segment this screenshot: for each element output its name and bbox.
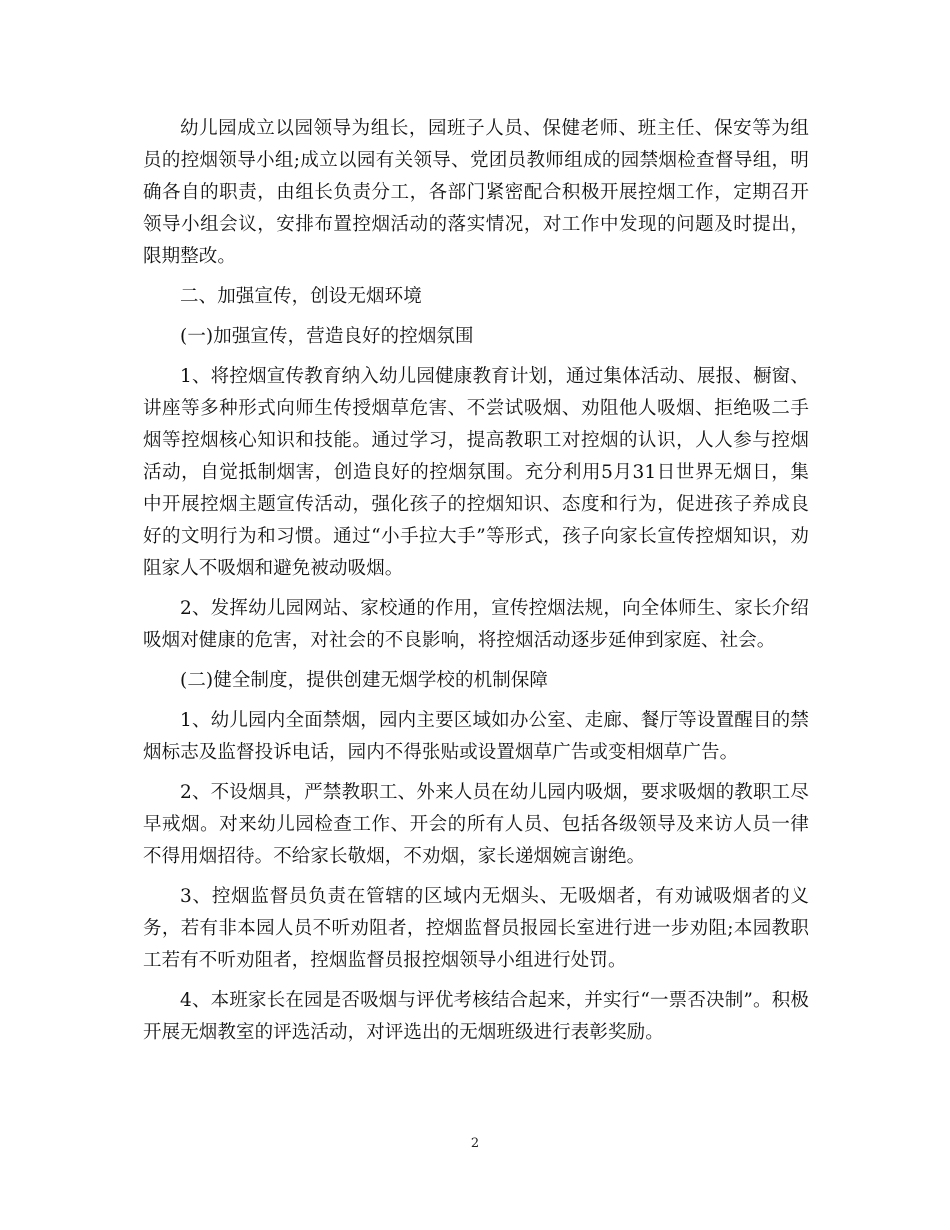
paragraph-education-plan: 1、将控烟宣传教育纳入幼儿园健康教育计划，通过集体活动、展报、橱窗、讲座等多种形式向师生传授烟草危害、不尝试吸烟、劝阻他人吸烟、拒绝吸二手烟等控烟核心知识和技能。通过学习，提高教职工对控烟的认识，人人参与控烟活动，自觉抵制烟害，创造良好的控烟氛围。充分利用5月31日世界无烟日，集中开展控烟主题宣传活动，强化孩子的控烟知识、态度和行为，促进孩子养成良好的文明行为和习惯。通过“小手拉大手”等形式，孩子向家长宣传控烟知识，劝阻家人不吸烟和避免被动吸烟。: [143, 366, 809, 579]
paragraph-full-smoking-ban: 1、幼儿园内全面禁烟，园内主要区域如办公室、走廊、餐厅等设置醒目的禁烟标志及监督投诉电话，园内不得张贴或设置烟草广告或变相烟草广告。: [143, 710, 809, 763]
paragraph-website-role: 2、发挥幼儿园网站、家校通的作用，宣传控烟法规，向全体师生、家长介绍吸烟对健康的危害，对社会的不良影响，将控烟活动逐步延伸到家庭、社会。: [143, 598, 809, 651]
page-number: 2: [470, 1136, 480, 1151]
subheading-publicity-atmosphere: (一)加强宣传，营造良好的控烟氛围: [180, 326, 474, 347]
document-body: [143, 113, 809, 1057]
subheading-system-guarantee: (二)健全制度，提供创建无烟学校的机制保障: [180, 670, 549, 691]
paragraph-supervisor-duty: 3、控烟监督员负责在管辖的区域内无烟头、无吸烟者，有劝诫吸烟者的义务，若有非本园人员不听劝阻者，控烟监督员报园长室进行进一步劝阻;本园教职工若有不听劝阻者，控烟监督员报控烟领导小组进行处罚。: [143, 886, 809, 971]
paragraph-no-smoking-tools: 2、不设烟具，严禁教职工、外来人员在幼儿园内吸烟，要求吸烟的教职工尽早戒烟。对来幼儿园检查工作、开会的所有人员、包括各级领导及来访人员一律不得用烟招待。不给家长敬烟，不劝烟，家长递烟婉言谢绝。: [143, 782, 809, 867]
heading-strengthen-publicity: 二、加强宣传，创设无烟环境: [180, 286, 422, 307]
paragraph-leadership-group: 幼儿园成立以园领导为组长，园班子人员、保健老师、班主任、保安等为组员的控烟领导小组;成立以园有关领导、党团员教师组成的园禁烟检查督导组，明确各自的职责，由组长负责分工，各部门紧密配合积极开展控烟工作，定期召开领导小组会议，安排布置控烟活动的落实情况，对工作中发现的问题及时提出，限期整改。: [143, 118, 809, 267]
paragraph-evaluation-veto: 4、本班家长在园是否吸烟与评优考核结合起来，并实行“一票否决制”。积极开展无烟教室的评选活动，对评选出的无烟班级进行表彰奖励。: [143, 990, 809, 1043]
